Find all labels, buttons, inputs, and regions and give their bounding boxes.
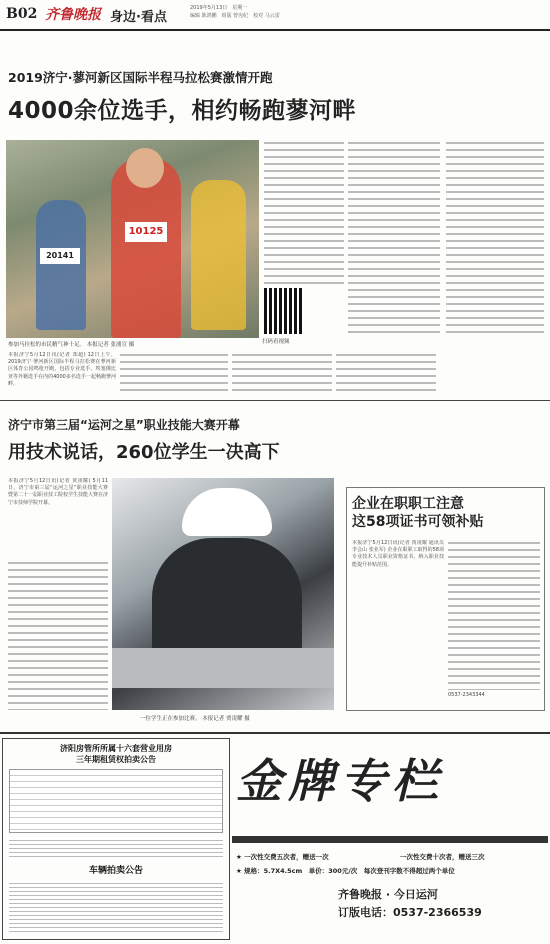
header-date: 2019年5月13日 星期一	[190, 5, 248, 11]
ad-brand: 齐鲁晚报 · 今日运河	[338, 888, 438, 901]
newspaper-name: 齐鲁晚报	[45, 7, 101, 23]
subsidy-headline	[352, 495, 483, 531]
subsidy-phone: 0537-2343344	[448, 692, 485, 698]
ad-left-title2: 三年期租赁权拍卖公告	[76, 755, 156, 764]
subsidy-headline-line2: 这58项证书可领补贴	[352, 514, 484, 530]
header-rule	[0, 29, 550, 31]
gold-column-title: 金牌专栏	[236, 754, 444, 808]
contest-body-col1	[8, 560, 108, 710]
contest-headline: 用技术说话，260位学生一决高下	[8, 442, 280, 463]
ad-offer-1: ★ 一次性交费五次者，赠送一次	[236, 853, 329, 861]
ad-offer-2: 一次性交费十次者，赠送三次	[400, 853, 485, 861]
marathon-lead: 本报济宁5月12日讯(记者 郑超) 12日上午，2019济宁·蓼河新区国际半程马拉松赛在蓼河新区体育公园鸣枪开跑，包括专业选手、埃塞俄比亚等外籍选手在内的4000多名选手一起畅跑蓼河畔。	[8, 352, 116, 387]
auction-text	[9, 880, 223, 932]
marathon-photo-caption: 参加马拉松的市民精气神十足。 本报记者 张浦宣 摄	[8, 342, 135, 348]
qr-caption: 扫码看视频	[262, 339, 290, 345]
subsidy-headline-line1: 企业在职职工注意	[352, 496, 464, 512]
workbench	[112, 648, 334, 688]
header-editors: 编辑 陈鸿鹏 组版 曾宪纪 校对 马云雷	[190, 13, 280, 19]
subsidy-lead: 本报济宁5月12日讯(记者 贾凌耀 通讯员 李会山 张业军) 企业在职职工取得的58项专业技术人员职业资格证书，纳入职业技能提升补贴范围。	[352, 540, 444, 568]
marathon-body-col4	[446, 140, 544, 338]
contest-kicker: 济宁市第三届“运河之星”职业技能大赛开幕	[8, 418, 240, 432]
marathon-body-b4	[336, 352, 436, 394]
marathon-headline: 4000余位选手，相约畅跑蓼河畔	[8, 98, 357, 124]
marathon-body-col2	[264, 140, 344, 284]
marathon-kicker: 2019济宁·蓼河新区国际半程马拉松赛激情开跑	[8, 70, 273, 85]
divider	[0, 400, 550, 401]
runner-bib-2: 20141	[40, 248, 80, 264]
runner-figure-3	[191, 180, 246, 330]
page-header	[0, 0, 550, 30]
ad-left-table	[9, 769, 223, 833]
student-cap	[182, 488, 272, 536]
header-meta	[190, 4, 280, 20]
contest-photo-caption: 一位学生正在参加比赛。 本报记者 贾凌耀 摄	[140, 716, 250, 722]
subsidy-body-col2	[448, 540, 540, 690]
page-number: B02	[6, 6, 38, 22]
marathon-photo	[6, 140, 259, 338]
ad-phone: 订版电话：0537-2366539	[338, 906, 482, 919]
ad-divider	[0, 732, 550, 734]
ad-offer-3: ★ 规格：5.7X4.5cm 单价：300元/次 每次登刊字数不得超过两个单位	[236, 867, 455, 875]
section-title: 身边·看点	[110, 10, 167, 25]
marathon-body-b2	[120, 352, 228, 394]
marathon-body-b3	[232, 352, 332, 394]
ad-left-text	[9, 837, 223, 859]
auction-title: 车辆拍卖公告	[88, 866, 143, 876]
contest-lead: 本报济宁5月12日讯(记者 贾凌耀) 5月11日，济宁市第三届“运河之星”职业技能大赛暨第二十一届职业技工院校学生技能大赛在济宁市技师学院开幕。	[8, 478, 108, 506]
gold-column-bar	[232, 836, 548, 843]
contest-photo	[112, 478, 334, 710]
runner-head	[126, 148, 164, 188]
qr-code-icon[interactable]	[264, 288, 304, 334]
ad-left-title1: 济阳房管所所属十六套营业用房	[60, 744, 172, 753]
runner-figure-2	[36, 200, 86, 330]
ad-left-box	[2, 738, 230, 940]
runner-bib: 10125	[125, 222, 167, 242]
marathon-body-col3	[348, 140, 440, 338]
